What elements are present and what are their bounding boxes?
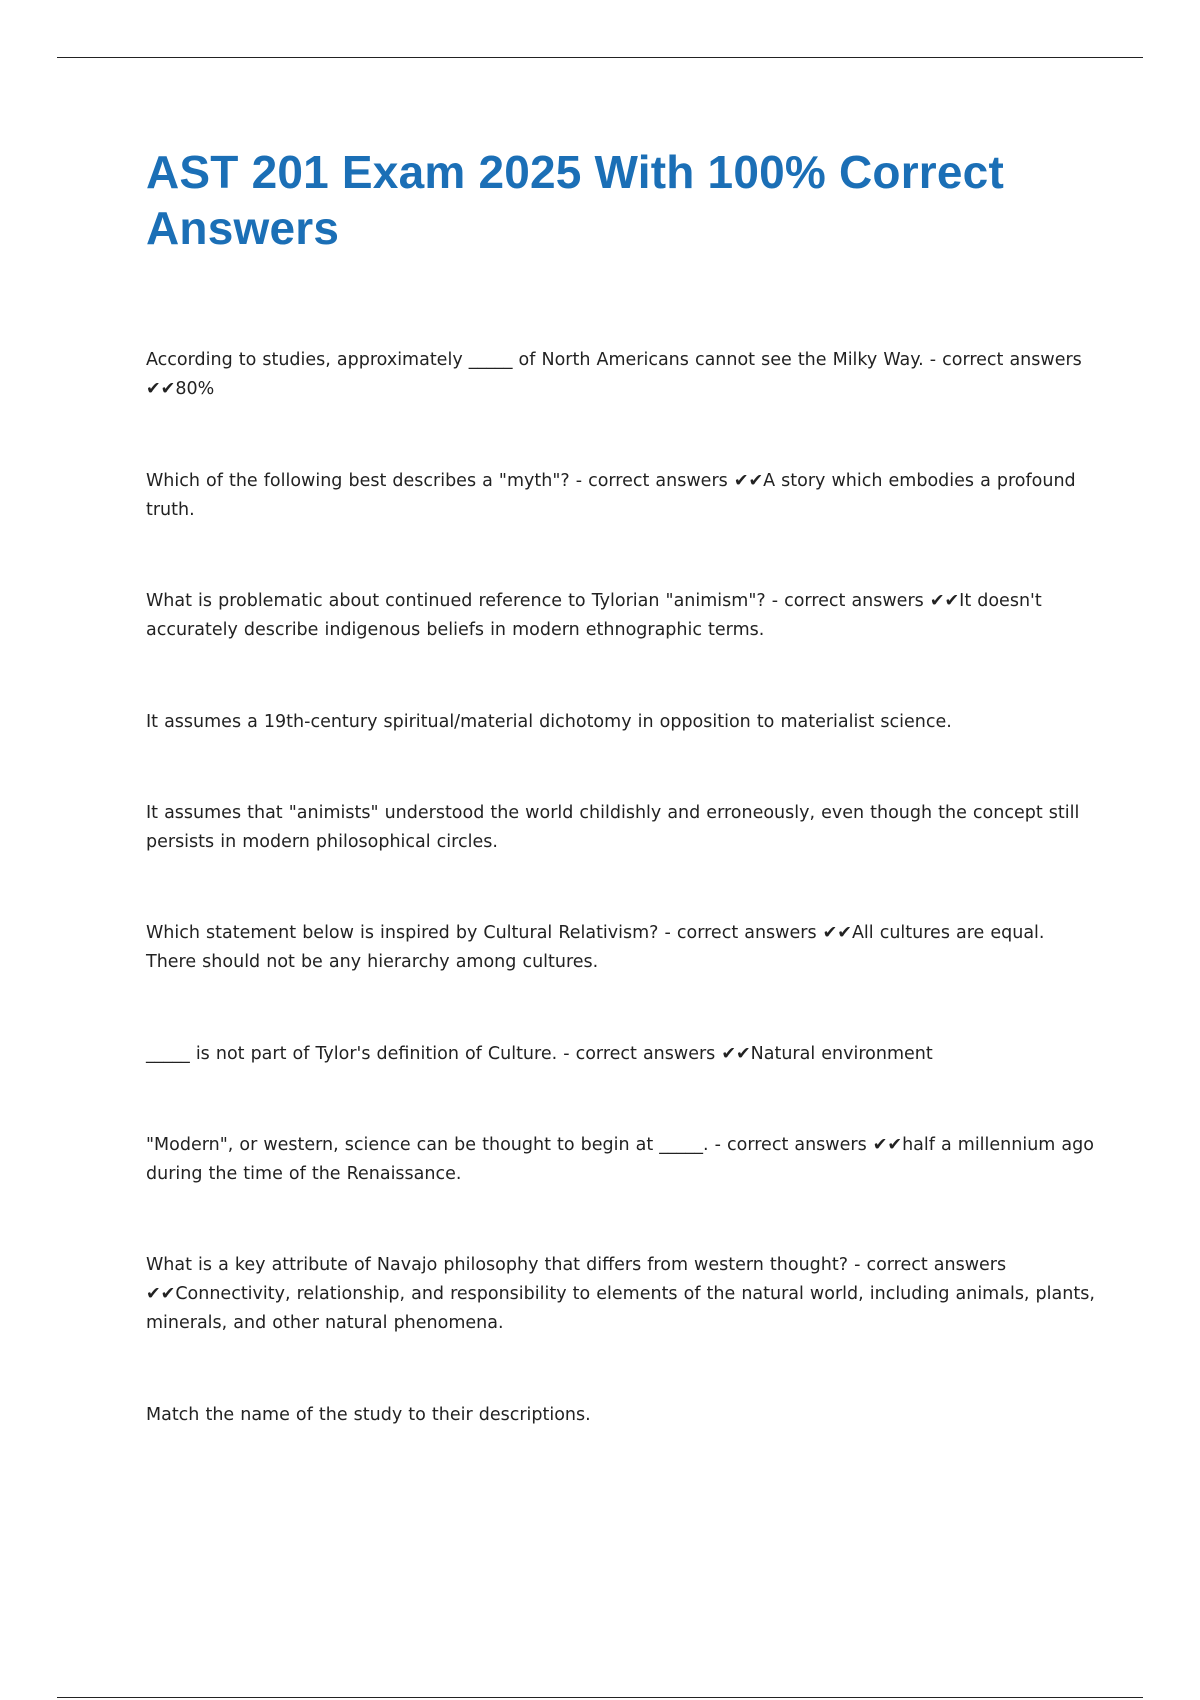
qa-paragraph-7: _____ is not part of Tylor's definition of Culture. - correct answers ✔✔Natural environment — [146, 1044, 933, 1064]
qa-paragraph-3: What is problematic about continued reference to Tylorian "animism"? - correct answers ✔✔It doesn't accurately describe indigenous beliefs in modern ethnographic terms. — [146, 591, 1042, 640]
qa-paragraph-9: What is a key attribute of Navajo philosophy that differs from western thought? - correct answers ✔✔Connectivity, relationship, and responsibility to elements of the natural world, including animals, plants, minerals, and other natural phenomena. — [146, 1255, 1095, 1333]
qa-paragraph-4: It assumes a 19th-century spiritual/material dichotomy in opposition to materialist science. — [146, 712, 952, 732]
qa-paragraph-10: Match the name of the study to their descriptions. — [146, 1405, 591, 1425]
qa-paragraph-2: Which of the following best describes a "myth"? - correct answers ✔✔A story which embodies a profound truth. — [146, 471, 1076, 520]
header-rule — [57, 57, 1143, 58]
document-title: AST 201 Exam 2025 With 100% Correct Answers — [146, 146, 1004, 254]
qa-paragraph-1: According to studies, approximately _____ of North Americans cannot see the Milky Way. - correct answers ✔✔80% — [146, 350, 1082, 399]
qa-paragraph-6: Which statement below is inspired by Cultural Relativism? - correct answers ✔✔All cultures are equal. There should not be any hierarchy among cultures. — [146, 923, 1045, 972]
footer-rule — [57, 1697, 1143, 1698]
qa-paragraph-8: "Modern", or western, science can be thought to begin at _____. - correct answers ✔✔half a millennium ago during the time of the Renaissance. — [146, 1135, 1094, 1184]
qa-paragraph-5: It assumes that "animists" understood the world childishly and erroneously, even though the concept still persists in modern philosophical circles. — [146, 803, 1080, 852]
